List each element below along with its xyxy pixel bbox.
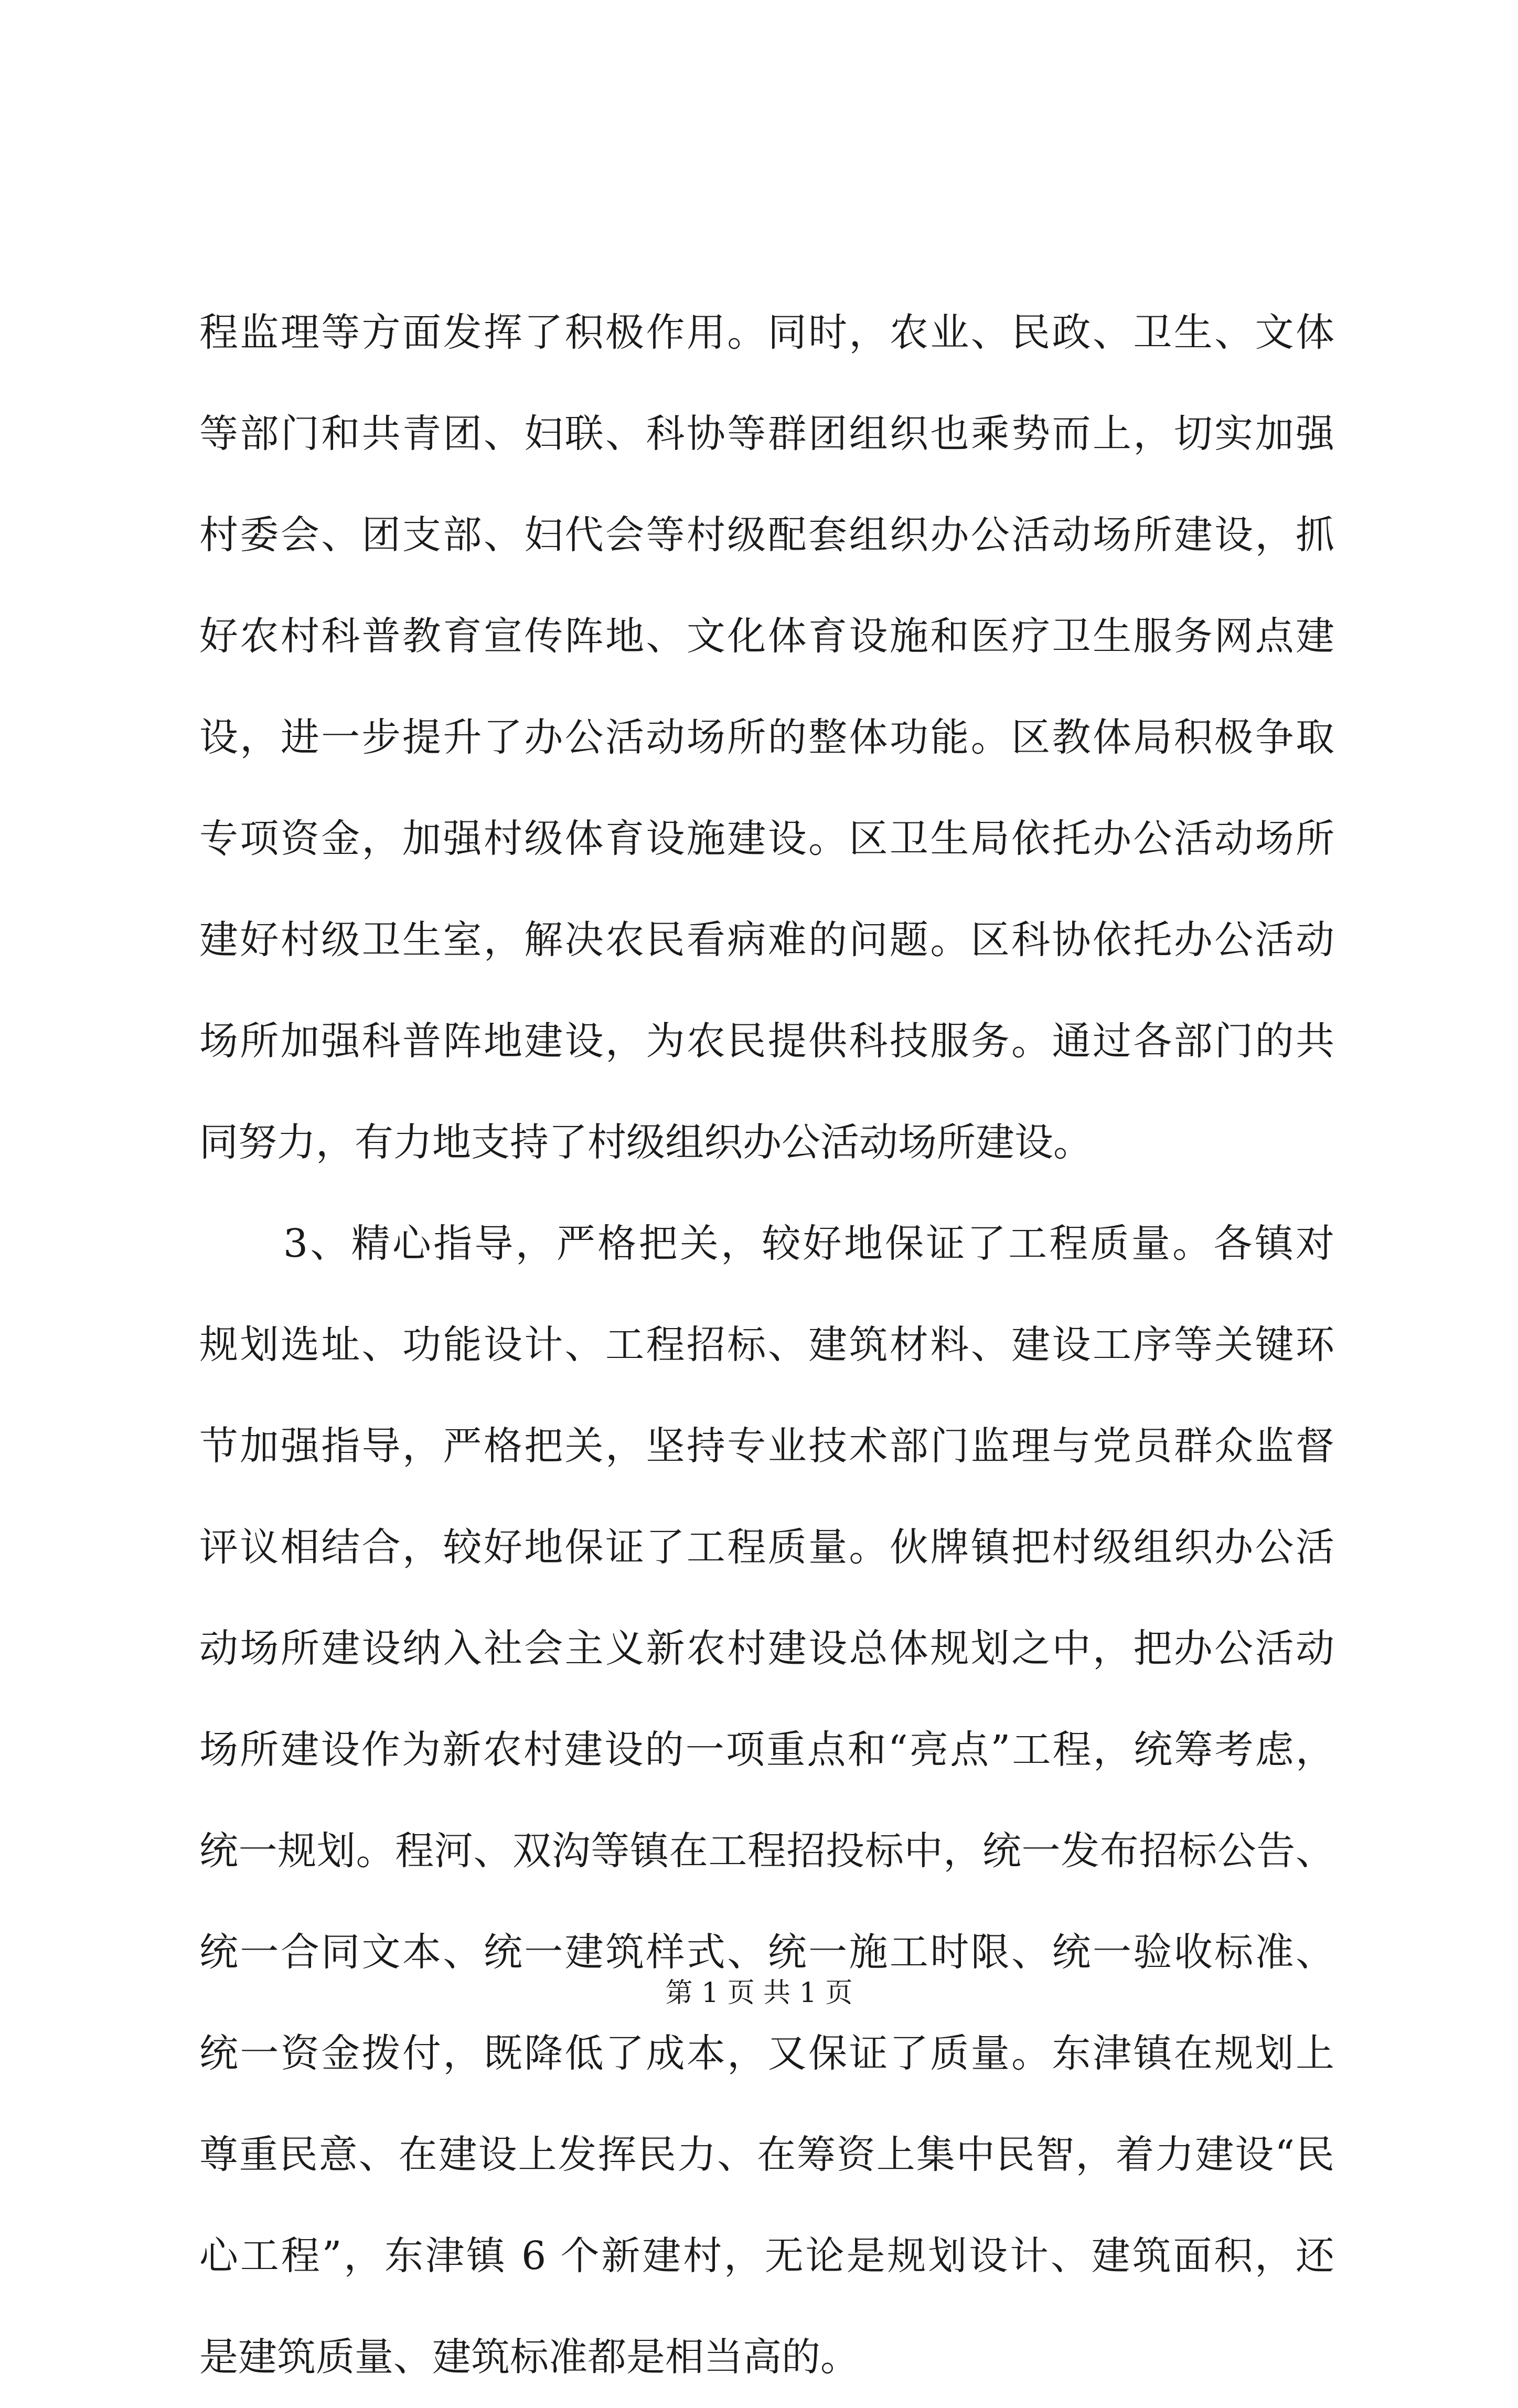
body-line: 场所建设作为新农村建设的一项重点和“亮点”工程，统筹考虑， — [199, 1727, 1334, 1772]
body-line: 心工程”，东津镇 6 个新建村，无论是规划设计、建筑面积，还 — [199, 2233, 1334, 2278]
body-line: 规划选址、功能设计、工程招标、建筑材料、建设工序等关键环 — [199, 1322, 1334, 1367]
body-line: 村委会、团支部、妇代会等村级配套组织办公活动场所建设，抓 — [199, 512, 1334, 558]
body-line: 好农村科普教育宣传阵地、文化体育设施和医疗卫生服务网点建 — [199, 614, 1334, 659]
paragraph-end-line: 是建筑质量、建筑标准都是相当高的。 — [199, 2335, 859, 2380]
body-line: 评议相结合，较好地保证了工程质量。伙牌镇把村级组织办公活 — [199, 1525, 1334, 1570]
body-line: 等部门和共青团、妇联、科协等群团组织也乘势而上，切实加强 — [199, 411, 1334, 456]
body-line: 统一规划。程河、双沟等镇在工程招投标中，统一发布招标公告、 — [199, 1828, 1334, 1874]
paragraph-end-line: 同努力，有力地支持了村级组织办公活动场所建设。 — [199, 1120, 1092, 1165]
body-line: 程监理等方面发挥了积极作用。同时，农业、民政、卫生、文体 — [199, 310, 1334, 355]
page-footer — [0, 1975, 1518, 2011]
body-line: 统一资金拨付，既降低了成本，又保证了质量。东津镇在规划上 — [199, 2031, 1334, 2076]
body-line: 尊重民意、在建设上发挥民力、在筹资上集中民智，着力建设“民 — [199, 2132, 1334, 2177]
body-line: 场所加强科普阵地建设，为农民提供科技服务。通过各部门的共 — [199, 1019, 1334, 1064]
body-line: 设，进一步提升了办公活动场所的整体功能。区教体局积极争取 — [199, 715, 1334, 760]
document-body — [199, 282, 1334, 2408]
page-number-label: 第 1 页 共 1 页 — [665, 1977, 853, 2009]
body-line: 建好村级卫生室，解决农民看病难的问题。区科协依托办公活动 — [199, 917, 1334, 962]
section-heading-line: 3、精心指导，严格把关，较好地保证了工程质量。各镇对 — [283, 1221, 1334, 1266]
body-line: 节加强指导，严格把关，坚持专业技术部门监理与党员群众监督 — [199, 1424, 1334, 1469]
body-line: 专项资金，加强村级体育设施建设。区卫生局依托办公活动场所 — [199, 816, 1334, 861]
body-line: 动场所建设纳入社会主义新农村建设总体规划之中，把办公活动 — [199, 1626, 1334, 1671]
body-line: 统一合同文本、统一建筑样式、统一施工时限、统一验收标准、 — [199, 1930, 1334, 1975]
